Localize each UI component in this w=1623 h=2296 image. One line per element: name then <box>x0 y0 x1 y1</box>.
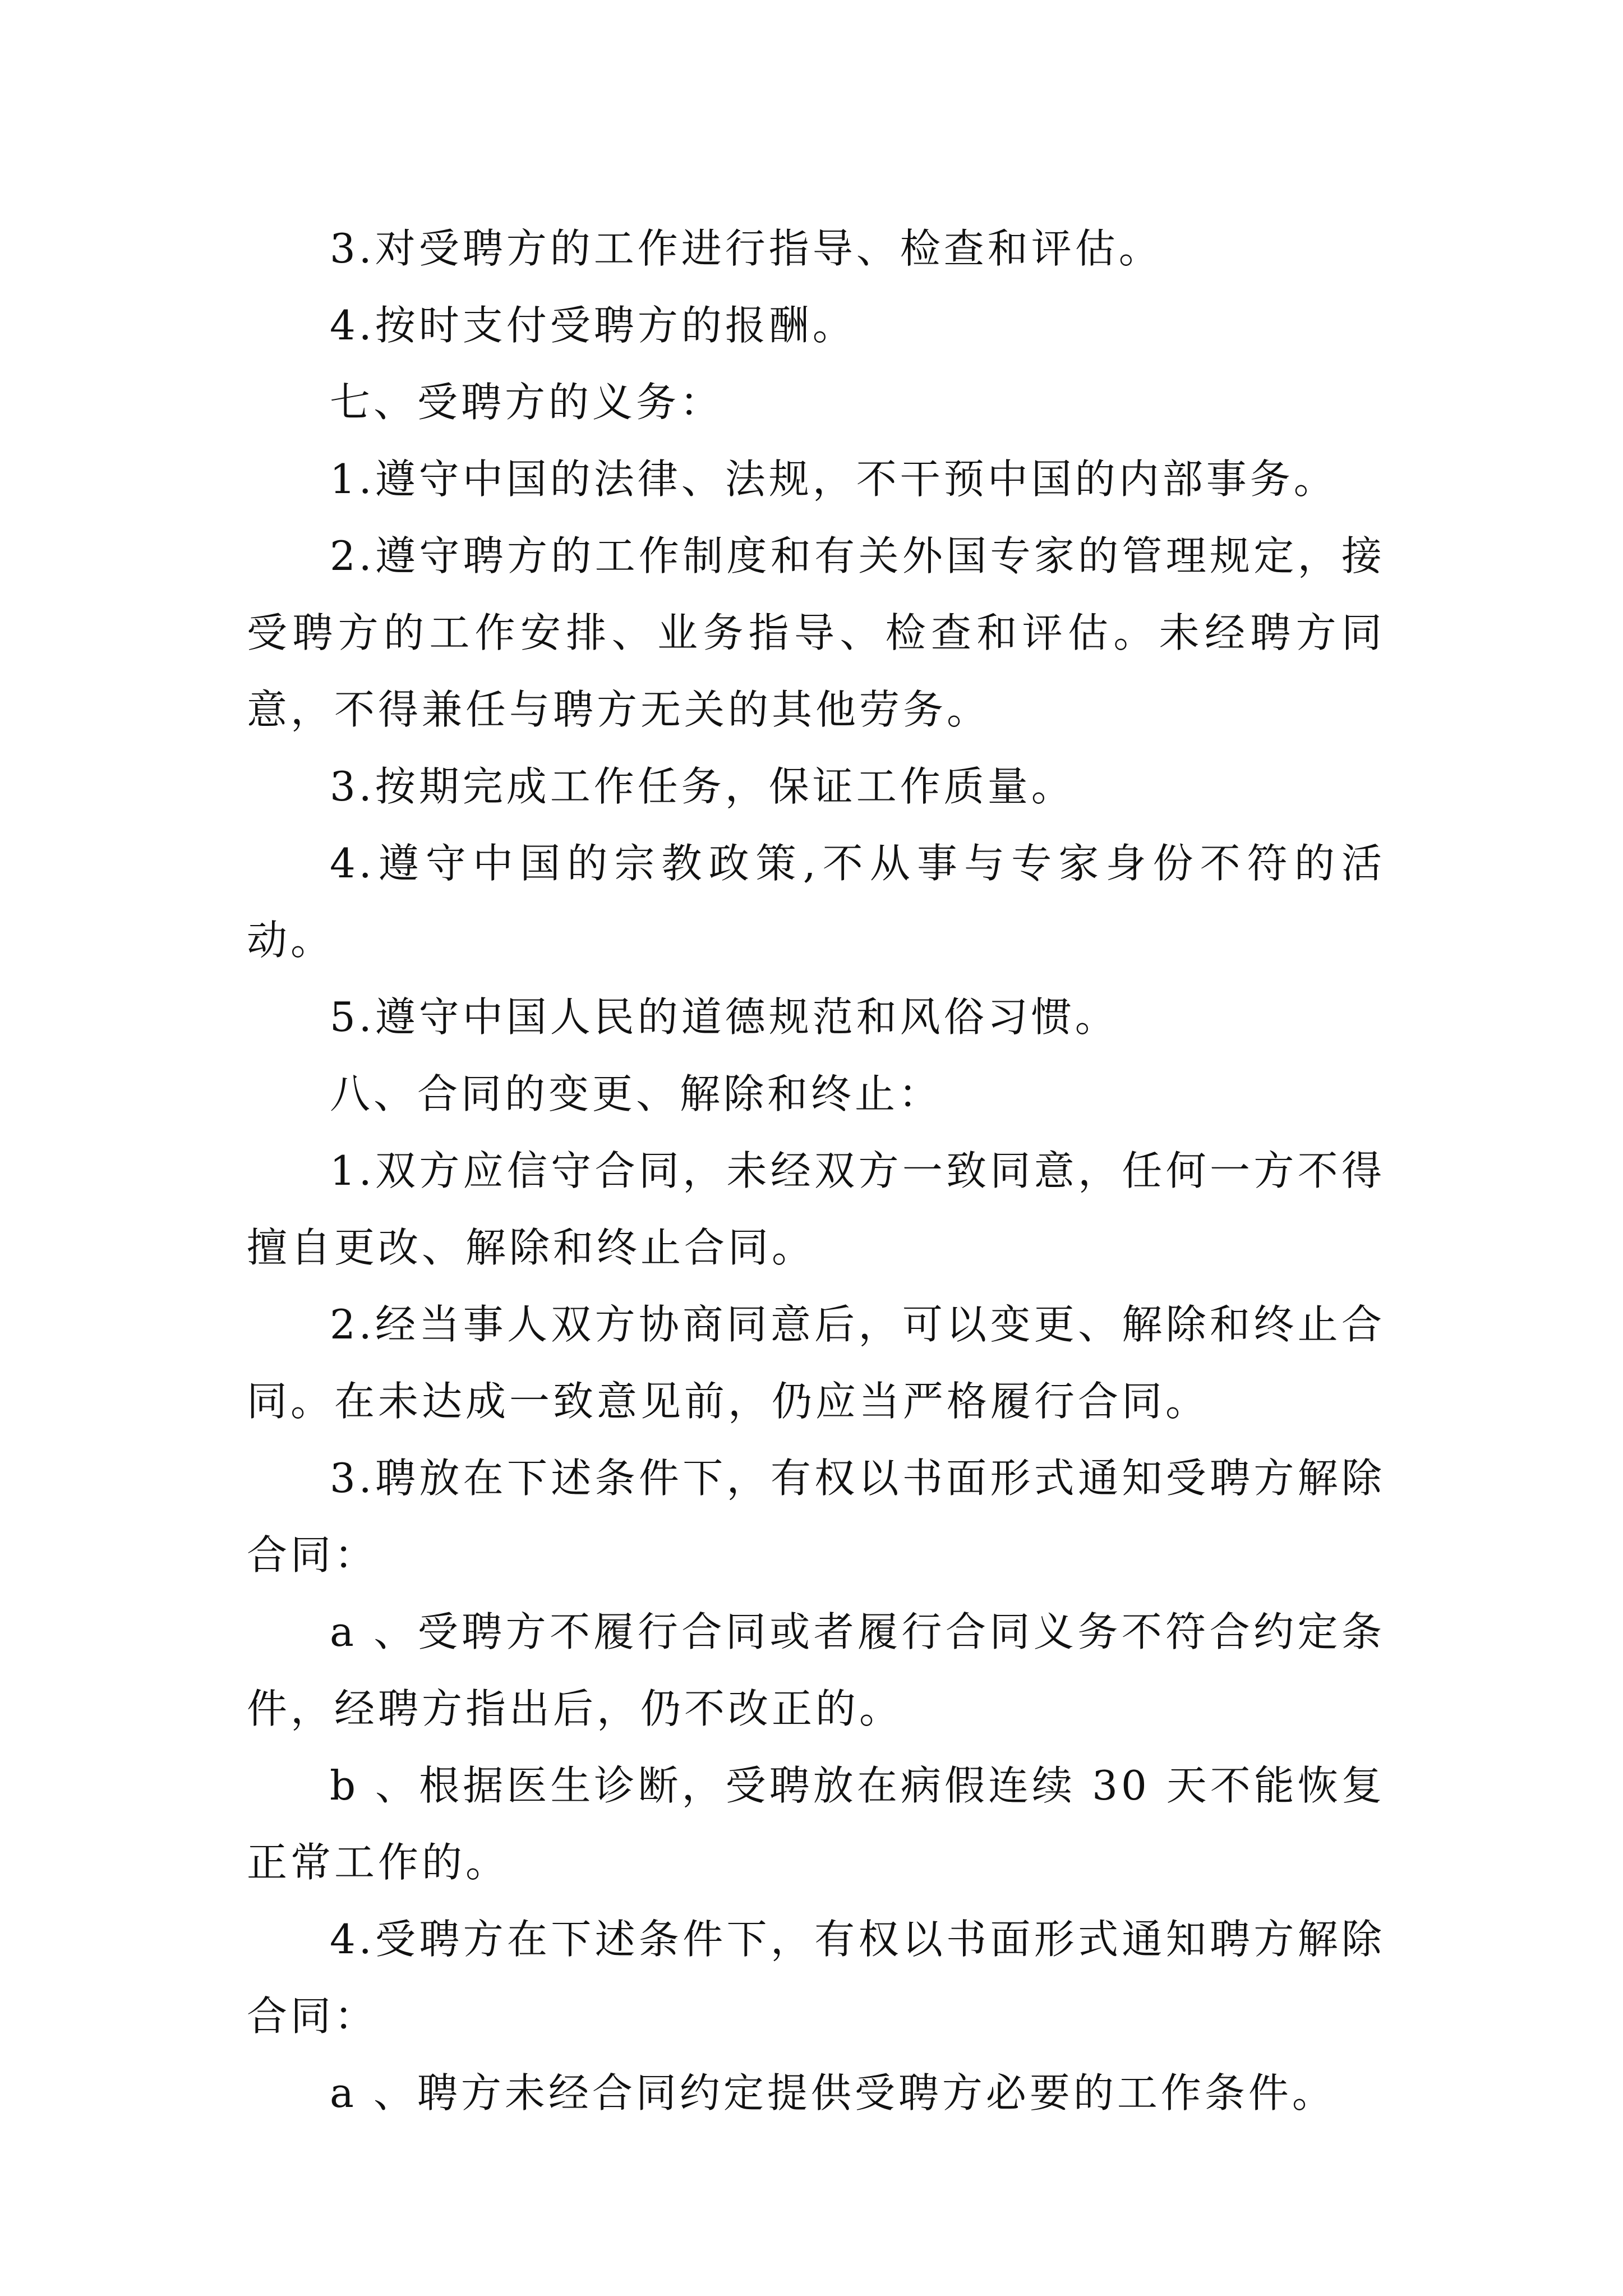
paragraph-2: 4.按时支付受聘方的报酬。 <box>330 302 856 349</box>
paragraph-10: 1.双方应信守合同，未经双方一致同意，任何一方不得擅自更改、解除和终止合同。 <box>247 1147 1385 1271</box>
paragraph-7: 4.遵守中国的宗教政策,不从事与专家身份不符的活动。 <box>247 840 1385 964</box>
paragraph-13: a 、受聘方不履行合同或者履行合同义务不符合约定条件，经聘方指出后，仍不改正的。 <box>247 1608 1385 1732</box>
paragraph-12: 3.聘放在下述条件下，有权以书面形式通知受聘方解除合同： <box>247 1455 1385 1579</box>
paragraph-15: 4.受聘方在下述条件下，有权以书面形式通知聘方解除合同： <box>247 1916 1385 2040</box>
section-heading-7: 七、受聘方的义务： <box>330 379 724 426</box>
paragraph-1: 3.对受聘方的工作进行指导、检查和评估。 <box>330 225 1163 272</box>
paragraph-8: 5.遵守中国人民的道德规范和风俗习惯。 <box>330 993 1119 1041</box>
paragraph-5: 2.遵守聘方的工作制度和有关外国专家的管理规定，接受聘方的工作安排、业务指导、检查和评估。未经聘方同意，不得兼任与聘方无关的其他劳务。 <box>247 532 1385 733</box>
paragraph-4: 1.遵守中国的法律、法规，不干预中国的内部事务。 <box>330 455 1338 503</box>
paragraph-6: 3.按期完成工作任务，保证工作质量。 <box>330 763 1075 810</box>
section-heading-8: 八、合同的变更、解除和终止： <box>330 1070 943 1117</box>
paragraph-11: 2.经当事人双方协商同意后，可以变更、解除和终止合同。在未达成一致意见前，仍应当严格履行合同。 <box>247 1301 1385 1425</box>
paragraph-14: b 、根据医生诊断，受聘放在病假连续 30 天不能恢复正常工作的。 <box>247 1762 1385 1886</box>
document-body <box>247 210 1385 2132</box>
paragraph-16: a 、聘方未经合同约定提供受聘方必要的工作条件。 <box>330 2069 1336 2116</box>
